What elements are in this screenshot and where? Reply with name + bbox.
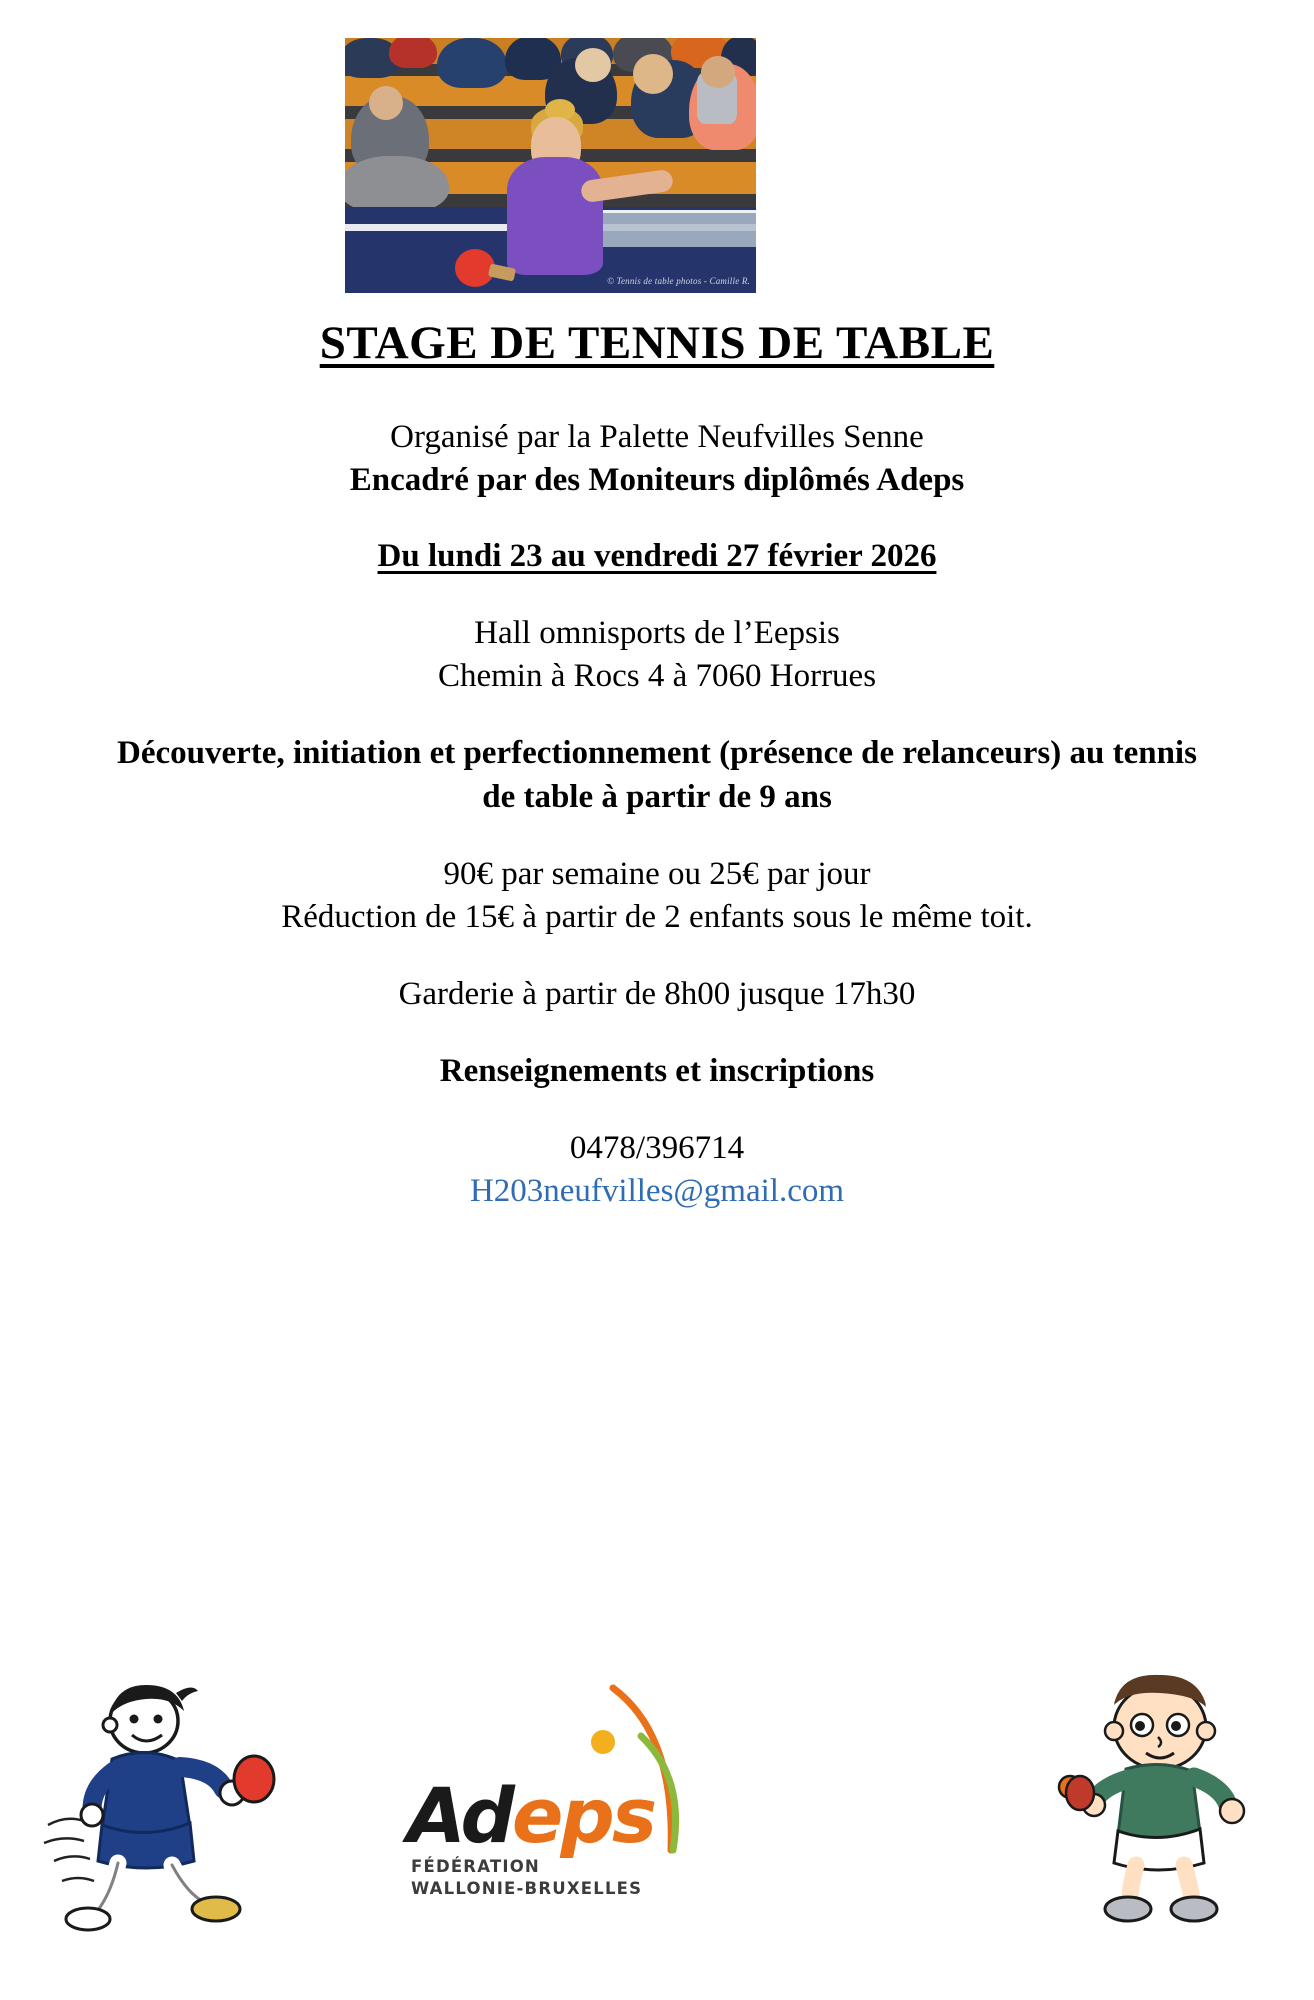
dates-line (0, 535, 1314, 578)
supervision-line: Encadré par des Moniteurs diplômés Adeps (349, 461, 965, 498)
adeps-subtitle-line2: WALLONIE-BRUXELLES (411, 1879, 643, 1899)
spectator-head (575, 48, 611, 82)
childcare-line: Garderie à partir de 8h00 jusque 17h30 (398, 976, 916, 1013)
poster-footer (0, 1620, 1314, 2000)
organiser-line: Organisé par la Palette Neufvilles Senne (390, 418, 924, 455)
adeps-subtitle (411, 1856, 642, 1901)
venue-name: Hall omnisports de l’Eepsis (474, 615, 840, 652)
spectator (437, 38, 507, 88)
venue-address: Chemin à Rocs 4 à 7060 Horrues (437, 658, 877, 695)
page-title (0, 318, 1314, 370)
spectator-head (701, 56, 735, 88)
spectator (389, 38, 437, 68)
adeps-word-black: Ad (407, 1771, 512, 1860)
table-tennis-photo (345, 38, 756, 293)
dates-text: Du lundi 23 au vendredi 27 février 2026 (377, 538, 937, 575)
spectator-head (633, 54, 673, 94)
activity-description: Découverte, initiation et perfectionnement (présence de relanceurs) au tennis de table à partir de 9 ans (117, 735, 1197, 815)
cartoon-player-left-icon (40, 1675, 290, 1935)
photo-credit: © Tennis de table photos - Camille R. (607, 276, 750, 286)
spectator-head (369, 86, 403, 120)
contact-heading: Renseignements et inscriptions (439, 1052, 875, 1089)
player-jersey (507, 157, 603, 275)
contact-phone[interactable]: 0478/396714 (569, 1129, 745, 1166)
discount-line: Réduction de 15€ à partir de 2 enfants sous le même toit. (281, 899, 1033, 936)
adeps-wordmark (407, 1771, 655, 1860)
adeps-word-orange: eps (511, 1771, 655, 1860)
cartoon-player-right-icon (1052, 1665, 1262, 1925)
spectator (345, 156, 449, 212)
adeps-subtitle-line1: FÉDÉRATION (411, 1857, 540, 1876)
price-line: 90€ par semaine ou 25€ par jour (443, 856, 871, 893)
page-title-text: STAGE DE TENNIS DE TABLE (319, 317, 995, 369)
contact-email-row (0, 1170, 1314, 1213)
photo-canvas (345, 38, 756, 293)
contact-email-link[interactable]: H203neufvilles@gmail.com (469, 1172, 845, 1209)
adeps-logo (395, 1660, 695, 1910)
poster-content (0, 318, 1314, 1213)
